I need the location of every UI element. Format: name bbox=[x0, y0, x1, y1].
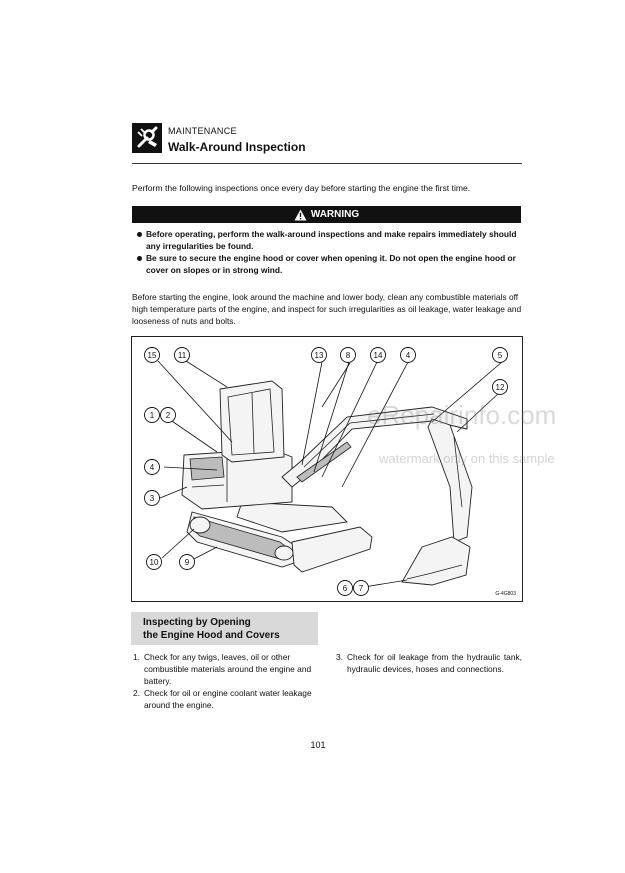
page-title: Walk-Around Inspection bbox=[168, 140, 306, 154]
callout-7 bbox=[354, 581, 369, 596]
warning-triangle-icon bbox=[294, 209, 307, 221]
subsection-title-line1: Inspecting by Opening bbox=[143, 617, 251, 628]
step-item bbox=[336, 651, 522, 675]
callout-label: 4 bbox=[405, 351, 411, 360]
watermark-text: eRepairinfo.com bbox=[367, 400, 557, 430]
callout-3 bbox=[145, 491, 160, 506]
callout-4-left bbox=[145, 460, 160, 475]
callout-label: 6 bbox=[342, 584, 348, 593]
steps-list-right bbox=[336, 651, 522, 675]
callout-label: 2 bbox=[165, 411, 171, 420]
warning-item: Before operating, perform the walk-around inspections and make repairs immediately should any irregularities be found. bbox=[136, 228, 524, 252]
callout-label: 10 bbox=[149, 558, 159, 567]
callout-label: 12 bbox=[495, 383, 505, 392]
callout-label: 14 bbox=[373, 351, 383, 360]
callout-11 bbox=[175, 348, 190, 363]
callout-label: 1 bbox=[149, 411, 155, 420]
steps-list-left bbox=[133, 651, 320, 711]
warning-item: Be sure to secure the engine hood or cover when opening it. Do not open the engine hood or cover on slopes or in strong wind. bbox=[136, 252, 524, 276]
warning-label: WARNING bbox=[310, 209, 360, 220]
callout-label: 8 bbox=[345, 351, 351, 360]
step-number: 2. bbox=[133, 688, 140, 698]
warning-banner bbox=[132, 206, 521, 223]
callout-label: 9 bbox=[184, 558, 190, 567]
step-item bbox=[133, 651, 320, 687]
callout-8 bbox=[341, 348, 356, 363]
watermark-subtext: watermark only on this sample bbox=[379, 451, 555, 466]
step-text: Check for oil or engine coolant water leakage around the engine. bbox=[144, 688, 312, 710]
figure-code: G-4G803 bbox=[495, 591, 516, 597]
callout-label: 11 bbox=[177, 351, 187, 360]
step-text: Check for oil leakage from the hydraulic tank, hydraulic devices, hoses and connections. bbox=[347, 652, 522, 674]
step-item bbox=[133, 687, 320, 711]
callout-label: 4 bbox=[149, 463, 155, 472]
callout-4-top bbox=[401, 348, 416, 363]
section-label: MAINTENANCE bbox=[168, 126, 237, 136]
callout-6 bbox=[338, 581, 353, 596]
subsection-title-line2: the Engine Hood and Covers bbox=[143, 630, 280, 641]
callout-label: 7 bbox=[358, 584, 364, 593]
excavator-figure bbox=[131, 336, 523, 602]
callout-label: 15 bbox=[147, 351, 157, 360]
callout-10 bbox=[147, 555, 162, 570]
step-number: 1. bbox=[133, 652, 140, 662]
callout-label: 13 bbox=[314, 351, 324, 360]
intro-text: Perform the following inspections once every day before starting the engine the first time. bbox=[132, 183, 471, 193]
callout-5 bbox=[493, 348, 508, 363]
page-number: 101 bbox=[310, 740, 326, 750]
callout-label: 5 bbox=[497, 351, 503, 360]
callout-9 bbox=[180, 555, 195, 570]
callout-15 bbox=[145, 348, 160, 363]
step-number: 3. bbox=[336, 652, 343, 662]
callout-14 bbox=[371, 348, 386, 363]
callout-1 bbox=[145, 408, 160, 423]
maintenance-wrench-icon bbox=[132, 123, 162, 153]
warning-list bbox=[136, 228, 524, 276]
callout-label: 3 bbox=[149, 494, 155, 503]
callout-12 bbox=[493, 380, 508, 395]
step-text: Check for any twigs, leaves, oil or other combustible materials around the engine and battery. bbox=[144, 652, 312, 686]
inspection-paragraph: Before starting the engine, look around the machine and lower body, clean any combustible materials off high temperature parts of the engine, and inspect for such irregularities as oil leakage, water leakage and looseness of nuts and bolts. bbox=[132, 292, 522, 326]
subsection-heading bbox=[131, 612, 318, 645]
header-divider bbox=[132, 163, 522, 164]
callout-13 bbox=[312, 348, 327, 363]
callout-2 bbox=[161, 408, 176, 423]
